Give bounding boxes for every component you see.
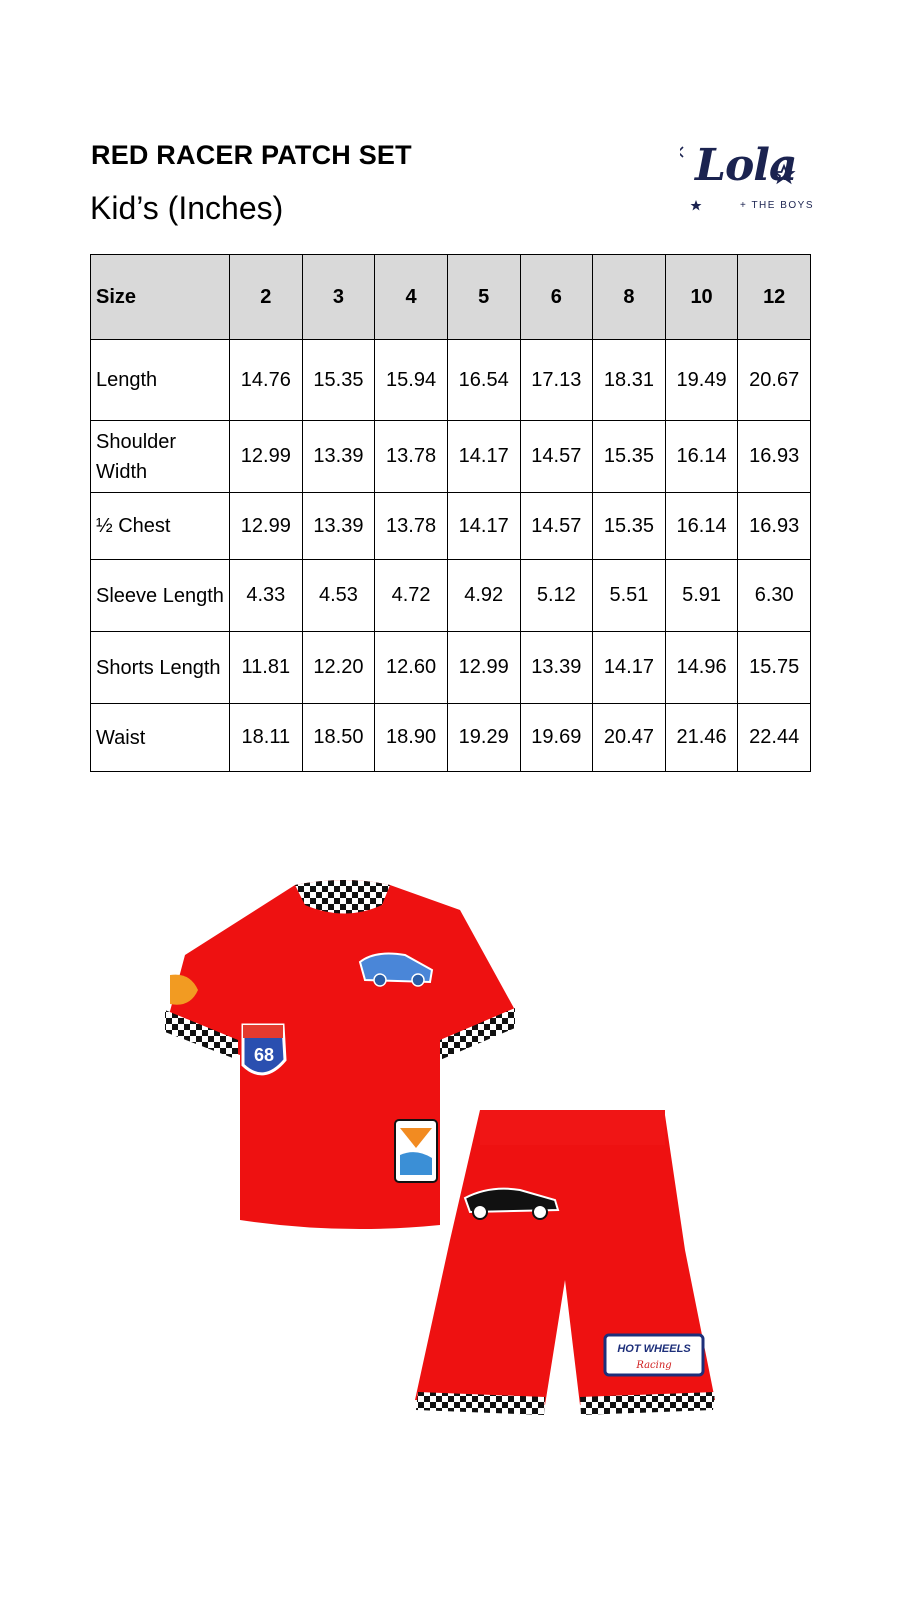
table-cell: 18.31 bbox=[593, 340, 666, 421]
table-cell: 6.30 bbox=[738, 560, 811, 632]
table-cell: 14.57 bbox=[520, 493, 593, 560]
table-cell: 15.35 bbox=[593, 493, 666, 560]
row-label: Sleeve Length bbox=[91, 560, 230, 632]
row-label: Length bbox=[91, 340, 230, 421]
table-cell: 16.14 bbox=[665, 493, 738, 560]
shorts bbox=[415, 1110, 715, 1415]
table-cell: 14.57 bbox=[520, 421, 593, 493]
table-row bbox=[91, 340, 811, 421]
row-label: Shorts Length bbox=[91, 632, 230, 704]
row-label: Waist bbox=[91, 704, 230, 772]
table-cell: 18.90 bbox=[375, 704, 448, 772]
table-cell: 15.35 bbox=[593, 421, 666, 493]
table-cell: 12.99 bbox=[447, 632, 520, 704]
table-cell: 11.81 bbox=[230, 632, 303, 704]
table-cell: 16.54 bbox=[447, 340, 520, 421]
table-cell: 16.93 bbox=[738, 493, 811, 560]
logo-script: Lola bbox=[695, 140, 797, 191]
table-cell: 16.14 bbox=[665, 421, 738, 493]
table-cell: 13.39 bbox=[302, 421, 375, 493]
table-cell: 18.50 bbox=[302, 704, 375, 772]
tshirt bbox=[165, 880, 515, 1229]
table-cell: 19.49 bbox=[665, 340, 738, 421]
square-patch-icon bbox=[395, 1120, 437, 1182]
table-cell: 4.33 bbox=[230, 560, 303, 632]
table-cell: 14.17 bbox=[447, 421, 520, 493]
table-cell: 15.94 bbox=[375, 340, 448, 421]
table-cell: 4.53 bbox=[302, 560, 375, 632]
patch-brand: HOT WHEELS bbox=[617, 1343, 691, 1355]
table-cell: 12.99 bbox=[230, 421, 303, 493]
racer-outfit-illustration bbox=[160, 880, 740, 1460]
table-cell: 13.78 bbox=[375, 493, 448, 560]
table-cell: 12.99 bbox=[230, 493, 303, 560]
size-col-header: 10 bbox=[665, 255, 738, 340]
table-cell: 18.11 bbox=[230, 704, 303, 772]
patch-number: 68 bbox=[253, 1045, 275, 1065]
patch-brand-sub: Racing bbox=[636, 1360, 672, 1371]
shield-68-patch-icon bbox=[243, 1025, 285, 1074]
table-cell: 5.12 bbox=[520, 560, 593, 632]
size-col-header: 12 bbox=[738, 255, 811, 340]
size-header-label: Size bbox=[91, 255, 230, 340]
table-cell: 13.39 bbox=[520, 632, 593, 704]
size-chart-table bbox=[90, 254, 811, 772]
table-cell: 19.29 bbox=[447, 704, 520, 772]
hot-wheels-patch-icon bbox=[605, 1335, 703, 1375]
table-cell: 16.93 bbox=[738, 421, 811, 493]
row-label: Shoulder Width bbox=[91, 421, 230, 493]
table-cell: 14.17 bbox=[593, 632, 666, 704]
size-col-header: 5 bbox=[447, 255, 520, 340]
table-row bbox=[91, 493, 811, 560]
product-image bbox=[160, 880, 740, 1460]
size-col-header: 6 bbox=[520, 255, 593, 340]
table-cell: 17.13 bbox=[520, 340, 593, 421]
table-cell: 4.72 bbox=[375, 560, 448, 632]
size-col-header: 8 bbox=[593, 255, 666, 340]
size-col-header: 3 bbox=[302, 255, 375, 340]
document-title: RED RACER PATCH SET bbox=[91, 140, 412, 170]
table-cell: 13.78 bbox=[375, 421, 448, 493]
table-cell: 12.20 bbox=[302, 632, 375, 704]
table-cell: 14.17 bbox=[447, 493, 520, 560]
table-cell: 12.60 bbox=[375, 632, 448, 704]
size-col-header: 4 bbox=[375, 255, 448, 340]
table-row bbox=[91, 421, 811, 493]
table-cell: 15.35 bbox=[302, 340, 375, 421]
table-row bbox=[91, 632, 811, 704]
table-row bbox=[91, 704, 811, 772]
table-cell: 5.91 bbox=[665, 560, 738, 632]
table-cell: 20.47 bbox=[593, 704, 666, 772]
table-cell: 14.96 bbox=[665, 632, 738, 704]
table-cell: 22.44 bbox=[738, 704, 811, 772]
table-cell: 13.39 bbox=[302, 493, 375, 560]
logo-tagline: + THE BOYS bbox=[740, 200, 815, 211]
table-cell: 14.76 bbox=[230, 340, 303, 421]
brand-logo bbox=[680, 140, 815, 225]
size-header-row bbox=[91, 255, 811, 340]
table-cell: 4.92 bbox=[447, 560, 520, 632]
table-cell: 5.51 bbox=[593, 560, 666, 632]
row-label: ½ Chest bbox=[91, 493, 230, 560]
table-cell: 21.46 bbox=[665, 704, 738, 772]
table-row bbox=[91, 560, 811, 632]
table-cell: 19.69 bbox=[520, 704, 593, 772]
table-cell: 15.75 bbox=[738, 632, 811, 704]
document-subtitle: Kid’s (Inches) bbox=[90, 190, 284, 226]
size-col-header: 2 bbox=[230, 255, 303, 340]
table-cell: 20.67 bbox=[738, 340, 811, 421]
